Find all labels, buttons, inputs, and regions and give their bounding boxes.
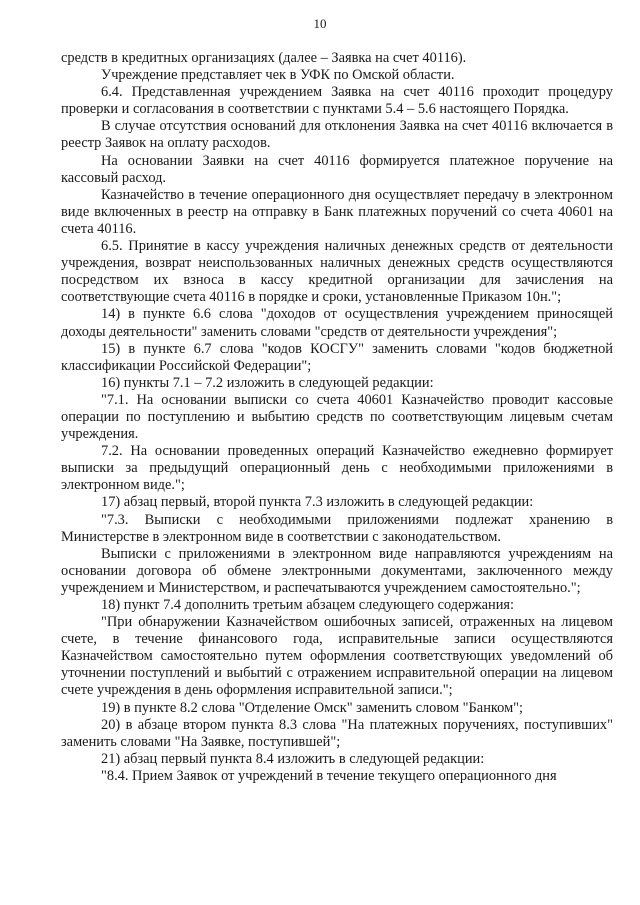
page-number: 10 [313, 16, 327, 31]
paragraph: 6.4. Представленная учреждением Заявка на счет 40116 проходит процедуру проверки и согласования в соответствии с пунктами 5.4 – 5.6 настоящего Порядка. [61, 84, 613, 118]
paragraph: 7.2. На основании проведенных операций Казначейство ежедневно формирует выписки за предыдущий операционный день с необходимыми приложениями в электронном виде."; [61, 443, 613, 494]
paragraph: 21) абзац первый пункта 8.4 изложить в следующей редакции: [101, 750, 485, 767]
paragraph: 19) в пункте 8.2 слова "Отделение Омск" заменить словом "Банком"; [101, 699, 524, 716]
paragraph: Казначейство в течение операционного дня осуществляет передачу в электронном виде включенных в реестр на отправку в Банк платежных поручений со счета 40601 на счета 40116. [61, 186, 613, 237]
paragraph: 17) абзац первый, второй пункта 7.3 изложить в следующей редакции: [101, 494, 534, 511]
paragraph: Учреждение представляет чек в УФК по Омской области. [101, 67, 455, 84]
paragraph: 16) пункты 7.1 – 7.2 изложить в следующей редакции: [101, 374, 434, 391]
paragraph: На основании Заявки на счет 40116 формируется платежное поручение на кассовый расход. [61, 152, 613, 186]
paragraph: 14) в пункте 6.6 слова "доходов от осуществления учреждением приносящей доходы деятельности" заменить словами "средств от деятельности учреждения"; [61, 306, 613, 340]
paragraph: 15) в пункте 6.7 слова "кодов КОСГУ" заменить словами "кодов бюджетной классификации Российской Федерации"; [61, 340, 613, 374]
paragraph: 20) в абзаце втором пункта 8.3 слова "На платежных поручениях, поступивших" заменить словами "На Заявке, поступившей"; [61, 716, 613, 750]
paragraph: 6.5. Принятие в кассу учреждения наличных денежных средств от деятельности учреждения, возврат неиспользованных наличных денежных средств осуществляются посредством их взноса в кассу кредитной организации для зачисления на соответствующие счета 40116 в порядке и сроки, установленные Приказом 10н."; [61, 238, 613, 306]
paragraph: "При обнаружении Казначейством ошибочных записей, отраженных на лицевом счете, в течение финансового года, исправительные записи осуществляются Казначейством самостоятельно путем оформления соответствующих уведомлений об уточнении поступлений и выбытий с отражением исправительной операции на лицевом счете учреждения в день оформления исправительной записи."; [61, 614, 613, 699]
paragraph: "8.4. Прием Заявок от учреждений в течение текущего операционного дня [101, 767, 557, 784]
paragraph: средств в кредитных организациях (далее – Заявка на счет 40116). [61, 50, 467, 66]
paragraph: Выписки с приложениями в электронном виде направляются учреждениям на основании договора об обмене электронными документами, заключенного между учреждением и Министерством, и распечатываются учреждением самостоятельно."; [61, 545, 613, 596]
paragraph: "7.1. На основании выписки со счета 40601 Казначейство проводит кассовые операции по поступлению и выбытию средств по соответствующим лицевым счетам учреждения. [61, 391, 613, 443]
paragraph: В случае отсутствия оснований для отклонения Заявка на счет 40116 включается в реестр Заявок на оплату расходов. [61, 118, 613, 152]
document-body [61, 50, 613, 785]
paragraph: "7.3. Выписки с необходимыми приложениями подлежат хранению в Министерстве в электронном виде в соответствии с законодательством. [61, 511, 613, 545]
paragraph: 18) пункт 7.4 дополнить третьим абзацем следующего содержания: [101, 597, 515, 613]
